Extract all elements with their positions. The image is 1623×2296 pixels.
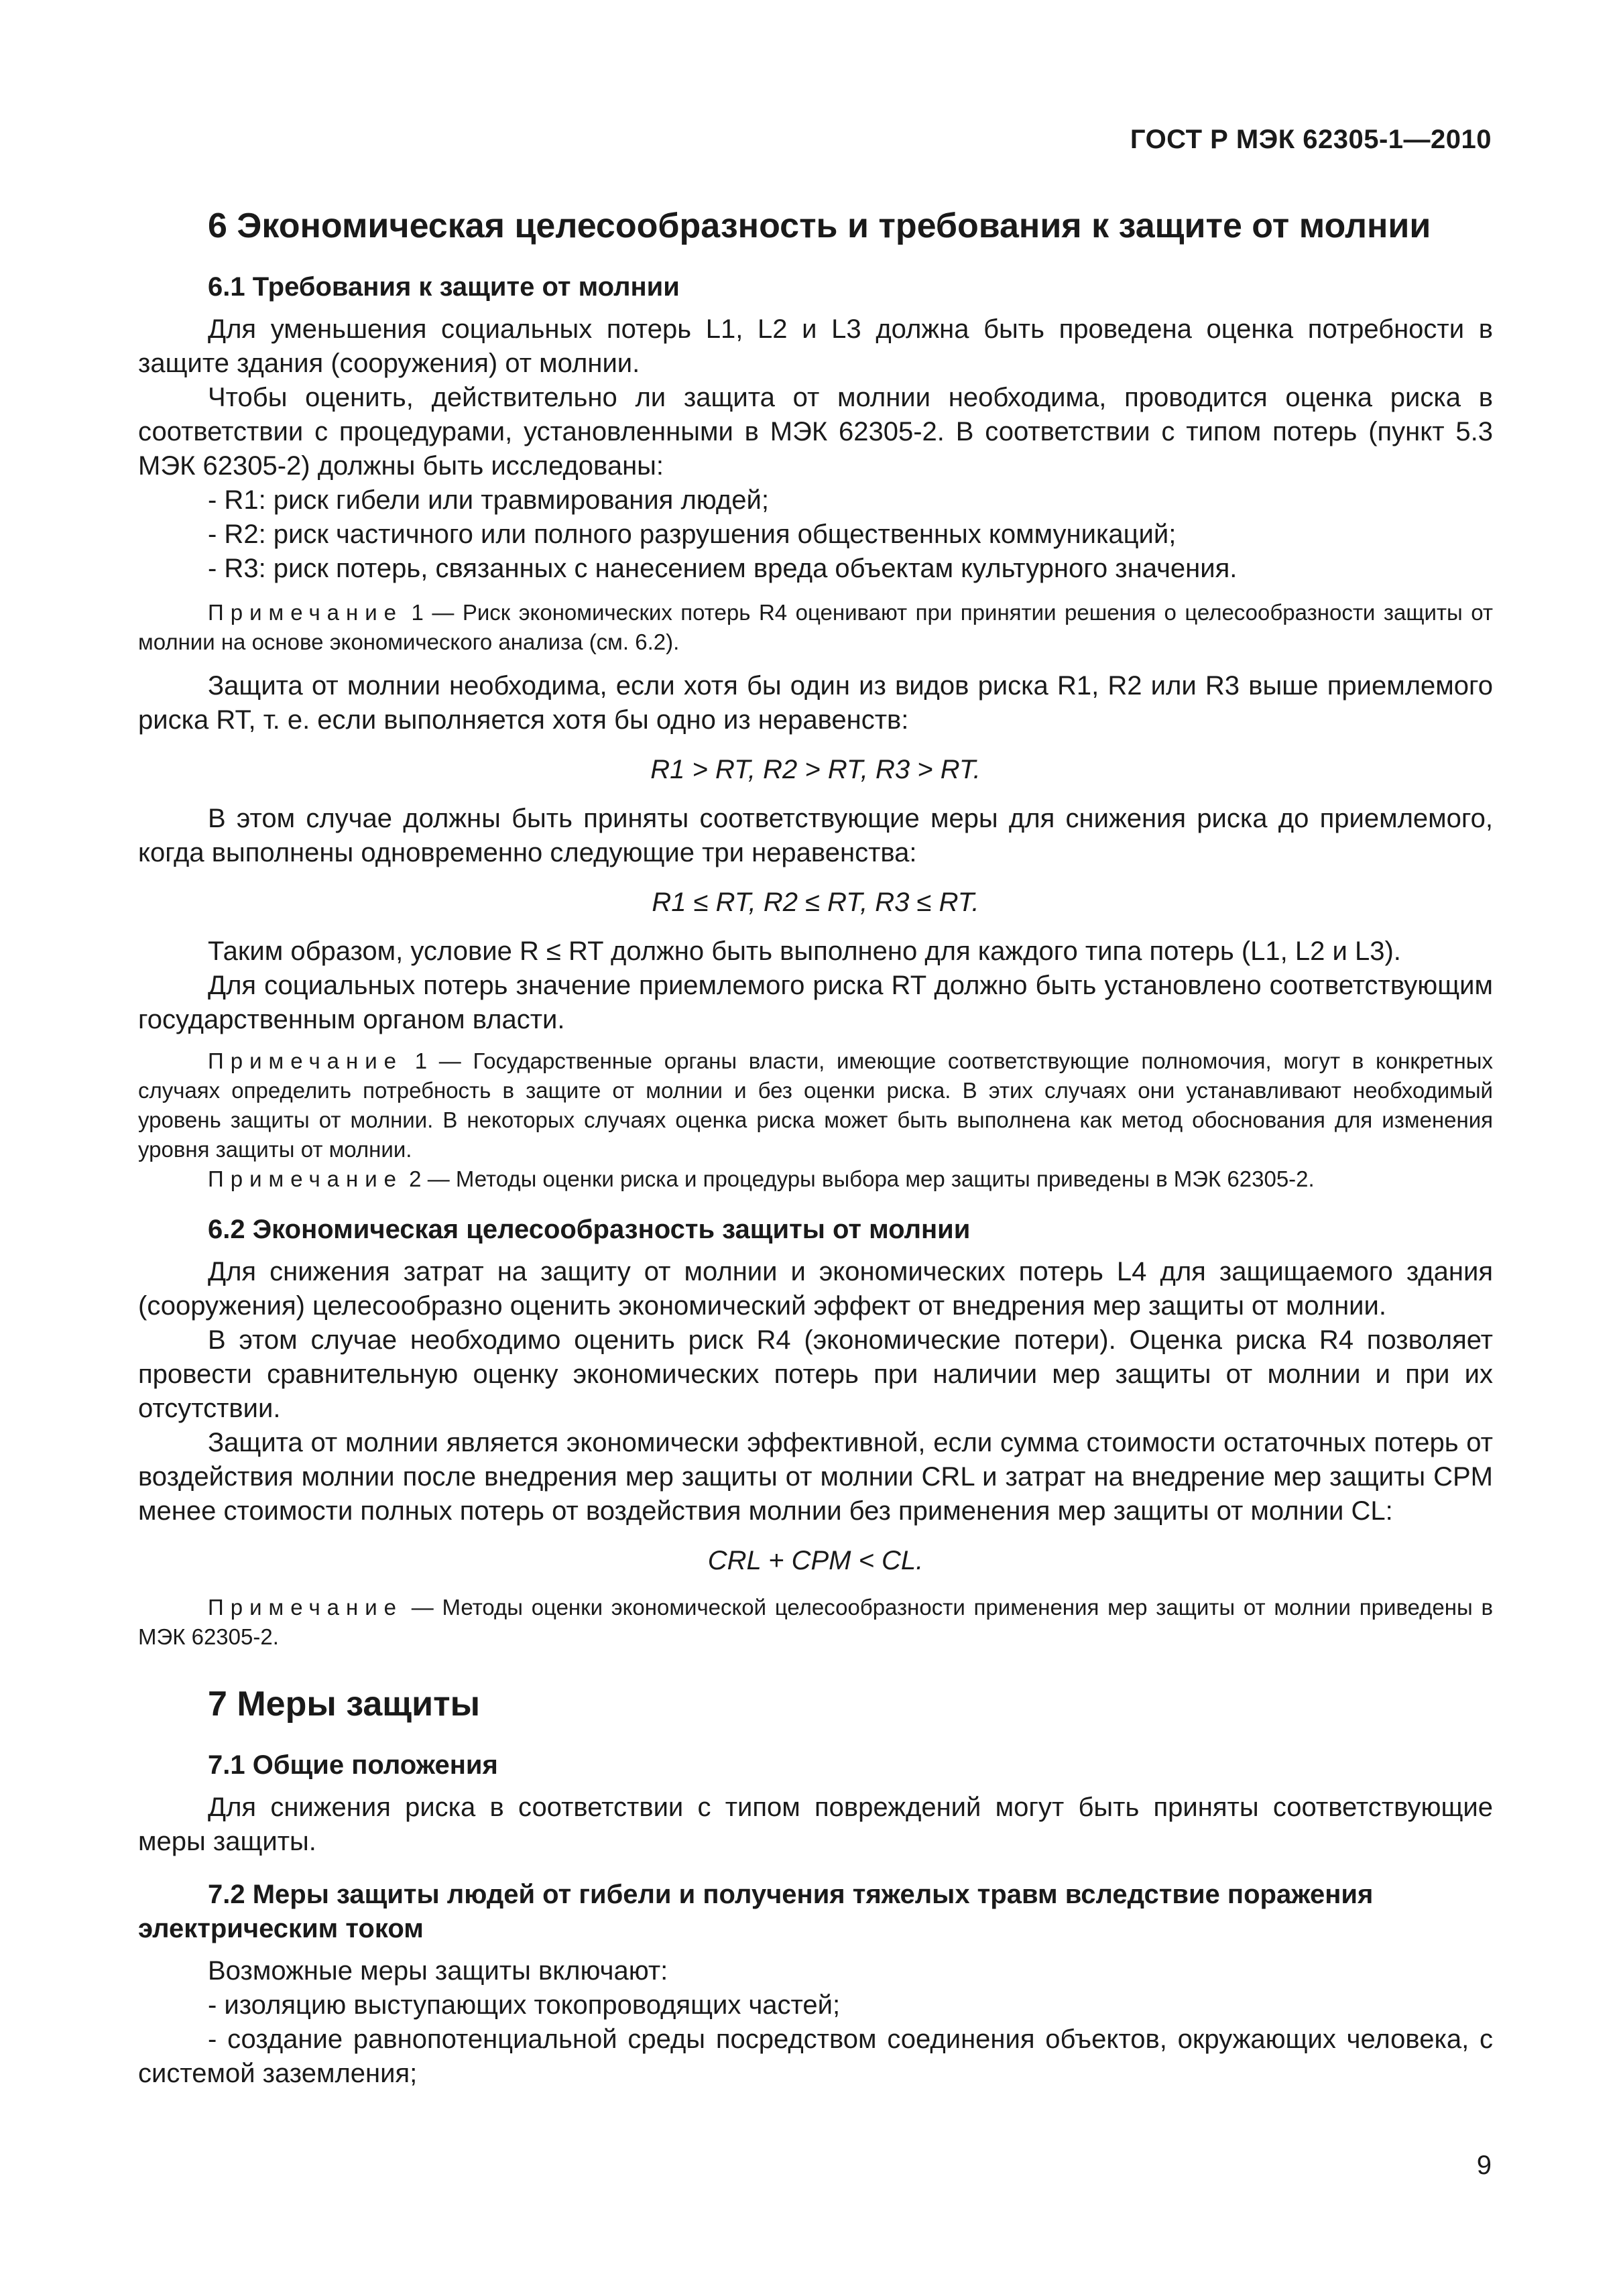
section-6-title: 6 Экономическая целесообразность и требования к защите от молнии [208, 206, 1431, 245]
paragraph: Для снижения риска в соответствии с типом повреждений могут быть приняты соответствующие меры защиты. [138, 1793, 1493, 1856]
formula-inequalities: R1 > RT, R2 > RT, R3 > RT. [650, 755, 981, 784]
paragraph: Чтобы оценить, действительно ли защита от молнии необходима, проводится оценка риска в соответствии с процедурами, установленными в МЭК 62305-2. В соответствии с типом потерь (пункт 5.3 МЭК 62305-2) должны быть исследованы: [138, 383, 1493, 481]
paragraph: Для социальных потерь значение приемлемого риска RT должно быть установлено соответствующим государственным органом власти. [138, 971, 1493, 1034]
note-1 [138, 598, 1493, 657]
list-item: - R2: риск частичного или полного разрушения общественных коммуникаций; [208, 520, 1177, 549]
section-7-1-title: 7.1 Общие положения [208, 1750, 498, 1780]
note-label: Примечание [208, 600, 404, 625]
page-content [138, 191, 1493, 2091]
note-4 [138, 1593, 1493, 1652]
paragraph: Таким образом, условие R ≤ RT должно быть выполнено для каждого типа потерь (L1, L2 и L3). [208, 936, 1401, 966]
section-6-1-title: 6.1 Требования к защите от молнии [208, 272, 680, 302]
paragraph: В этом случае необходимо оценить риск R4 (экономические потери). Оценка риска R4 позволяет провести сравнительную оценку экономических потерь при наличии мер защиты от молнии и при их отсутствии. [138, 1325, 1493, 1423]
paragraph: В этом случае должны быть приняты соответствующие меры для снижения риска до приемлемого, когда выполнены одновременно следующие три неравенства: [138, 804, 1493, 867]
note-text: 2 — Методы оценки риска и процедуры выбора мер защиты приведены в МЭК 62305-2. [403, 1166, 1315, 1191]
note-label: Примечание [208, 1166, 404, 1191]
paragraph: Для уменьшения социальных потерь L1, L2 и L3 должна быть проведена оценка потребности в защите здания (сооружения) от молнии. [138, 314, 1493, 378]
note-text: 1 — Государственные органы власти, имеющие соответствующие полномочия, могут в конкретных случаях определить потребность в защите от молнии и без оценки риска. В этих случаях они устанавливают необходимый уровень защиты от молнии. В некоторых случаях оценка риска может быть выполнена как метод обоснования для изменения уровня защиты от молнии. [138, 1048, 1493, 1162]
list-item: - R3: риск потерь, связанных с нанесением вреда объектам культурного значения. [208, 554, 1238, 583]
formula-economic: CRL + CPM < CL. [707, 1546, 924, 1575]
list-item: - изоляцию выступающих токопроводящих частей; [208, 1990, 841, 2020]
note-label: Примечание [208, 1048, 404, 1073]
note-label: Примечание [208, 1595, 404, 1620]
standard-id-header: ГОСТ Р МЭК 62305-1—2010 [1130, 125, 1492, 154]
paragraph: Для снижения затрат на защиту от молнии и экономических потерь L4 для защищаемого здания (сооружения) целесообразно оценить экономический эффект от внедрения мер защиты от молнии. [138, 1257, 1493, 1321]
paragraph: Защита от молнии является экономически эффективной, если сумма стоимости остаточных потерь от воздействия молнии после внедрения мер защиты от молнии CRL и затрат на внедрение мер защиты CPM менее стоимости полных потерь от воздействия молнии без применения мер защиты от молнии CL: [138, 1428, 1493, 1526]
note-3 [138, 1164, 1493, 1194]
formula-acceptable: R1 ≤ RT, R2 ≤ RT, R3 ≤ RT. [652, 888, 979, 917]
section-7-2-title: 7.2 Меры защиты людей от гибели и получения тяжелых травм вследствие поражения электрическим током [138, 1880, 1374, 1943]
list-item: - создание равнопотенциальной среды посредством соединения объектов, окружающих человека, с системой заземления; [138, 2025, 1493, 2088]
note-2 [138, 1046, 1493, 1164]
paragraph: Защита от молнии необходима, если хотя бы один из видов риска R1, R2 или R3 выше приемлемого риска RT, т. е. если выполняется хотя бы одно из неравенств: [138, 671, 1493, 735]
note-text: 1 — Риск экономических потерь R4 оценивают при принятии решения о целесообразности защиты от молнии на основе экономического анализа (см. 6.2). [138, 600, 1493, 654]
page-number: 9 [1476, 2151, 1492, 2180]
section-6-2-title: 6.2 Экономическая целесообразность защиты от молнии [208, 1215, 971, 1244]
section-7-title: 7 Меры защиты [208, 1685, 481, 1724]
paragraph: Возможные меры защиты включают: [208, 1956, 668, 1986]
note-text: — Методы оценки экономической целесообразности применения мер защиты от молнии приведены в МЭК 62305-2. [138, 1595, 1493, 1649]
list-item: - R1: риск гибели или травмирования людей; [208, 485, 769, 515]
